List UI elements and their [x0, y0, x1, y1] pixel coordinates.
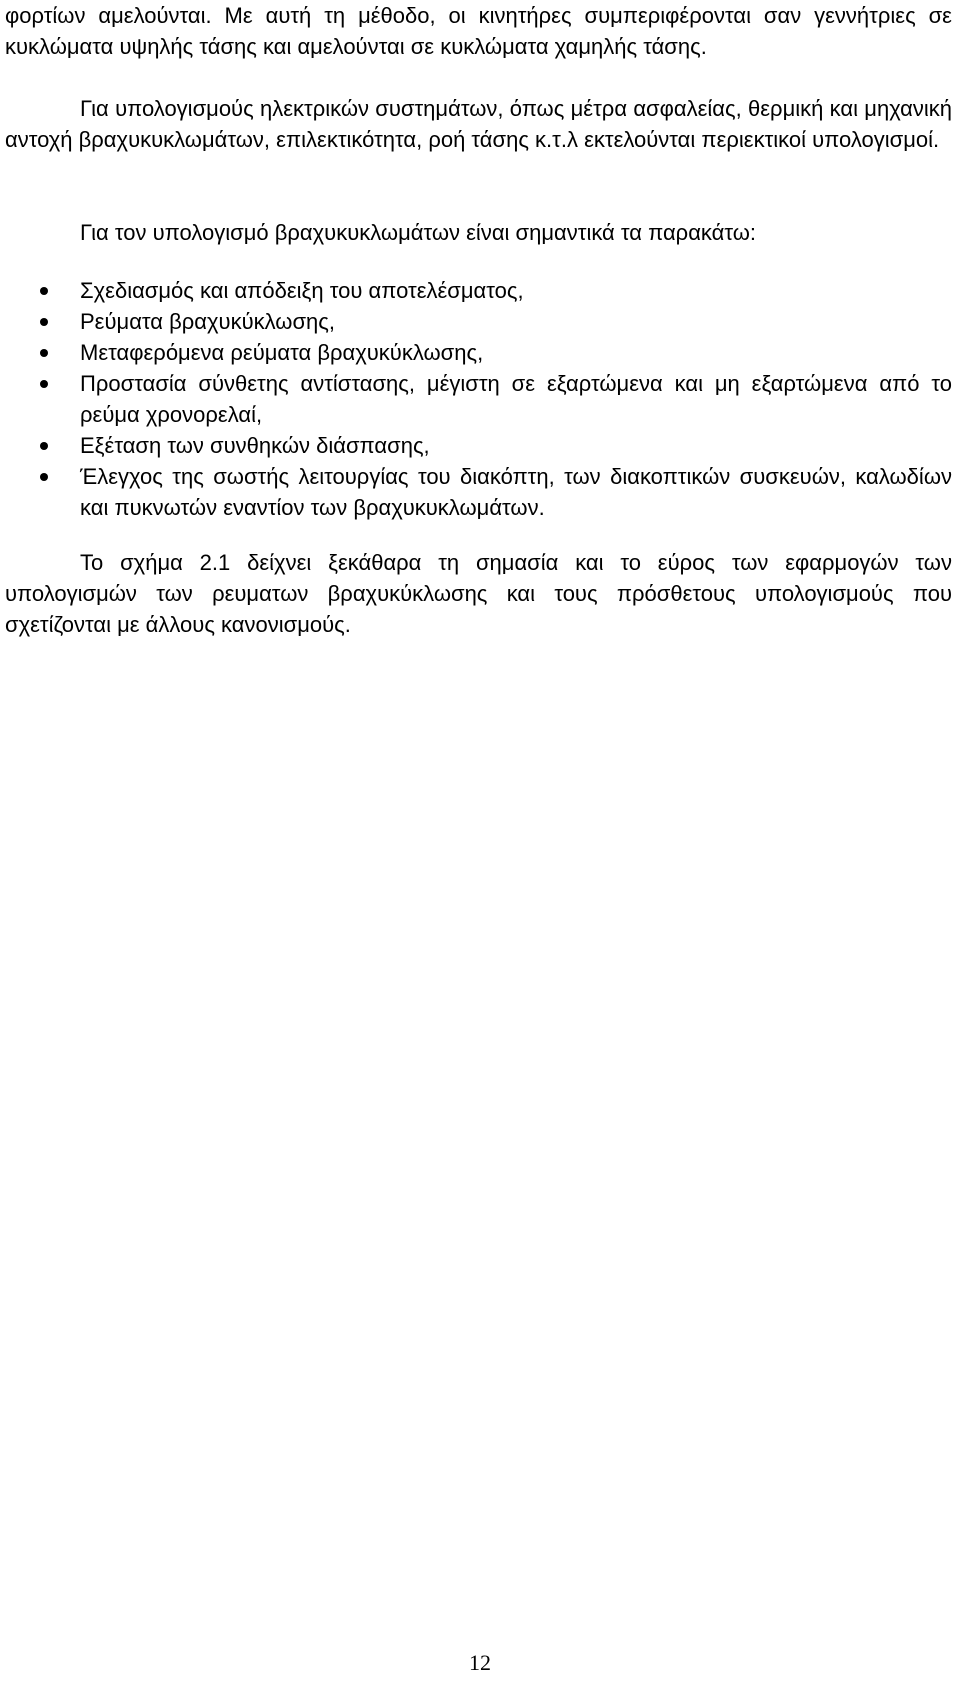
list-item [40, 368, 952, 430]
paragraph-list-intro: Για τον υπολογισμό βραχυκυκλωμάτων είναι σημαντικά τα παρακάτω: [80, 220, 757, 245]
bullet-icon [40, 442, 48, 450]
list-item [40, 430, 952, 461]
list-item-text: Ρεύματα βραχυκύκλωσης, [80, 309, 335, 334]
list-item [40, 461, 952, 523]
list-item [40, 337, 952, 368]
bullet-icon [40, 287, 48, 295]
list-item-text: Εξέταση των συνθηκών διάσπασης, [80, 433, 430, 458]
list-item-text: Προστασία σύνθετης αντίστασης, μέγιστη σε εξαρτώμενα και μη εξαρτώμενα από το ρεύμα χρονορελαί, [80, 371, 952, 427]
bullet-icon [40, 380, 48, 388]
list-item-text: Μεταφερόμενα ρεύματα βραχυκύκλωσης, [80, 340, 484, 365]
list-item-text: Σχεδιασμός και απόδειξη του αποτελέσματος, [80, 278, 524, 303]
bullet-list [40, 275, 952, 523]
list-item [40, 275, 952, 306]
bullet-icon [40, 473, 48, 481]
bullet-icon [40, 349, 48, 357]
page-number: 12 [469, 1650, 491, 1675]
paragraph-figure-reference: Το σχήμα 2.1 δείχνει ξεκάθαρα τη σημασία και το εύρος των εφαρμογών των υπολογισμών των ρευματων βραχυκύκλωσης και τους πρόσθετους υπολογισμούς που σχετίζονται με άλλους κανονισμούς. [5, 550, 952, 637]
paragraph-calculations: Για υπολογισμούς ηλεκτρικών συστημάτων, όπως μέτρα ασφαλείας, θερμική και μηχανική αντοχή βραχυκυκλωμάτων, επιλεκτικότητα, ροή τάσης κ.τ.λ εκτελούνται περιεκτικοί υπολογισμοί. [5, 96, 952, 152]
list-item [40, 306, 952, 337]
bullet-icon [40, 318, 48, 326]
paragraph-continuation: φορτίων αμελούνται. Με αυτή τη μέθοδο, οι κινητήρες συμπεριφέρονται σαν γεννήτριες σε κυκλώματα υψηλής τάσης και αμελούνται σε κυκλώματα χαμηλής τάσης. [5, 3, 952, 59]
list-item-text: Έλεγχος της σωστής λειτουργίας του διακόπτη, των διακοπτικών συσκευών, καλωδίων και πυκνωτών εναντίον των βραχυκυκλωμάτων. [80, 464, 952, 520]
